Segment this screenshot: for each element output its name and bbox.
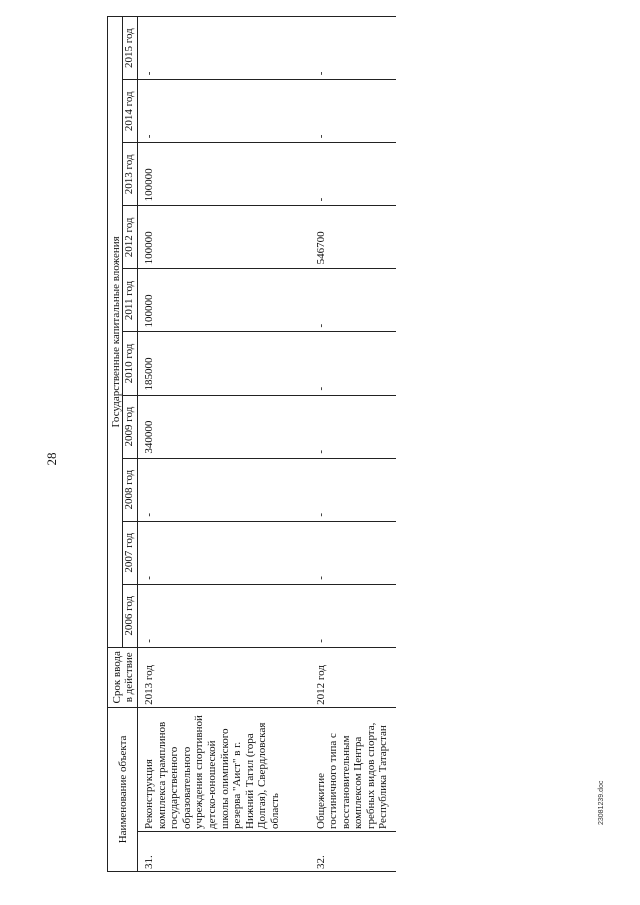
value-cell: - bbox=[310, 80, 397, 143]
value-cell: - bbox=[310, 395, 397, 458]
value-cell: 185000 bbox=[138, 332, 310, 395]
header-object-name: Наименование объекта bbox=[108, 707, 138, 871]
value-cell: - bbox=[310, 458, 397, 521]
header-year: 2013 год bbox=[123, 143, 138, 206]
commission-term: 2012 год bbox=[310, 647, 397, 707]
value-cell: - bbox=[138, 521, 310, 584]
header-year: 2006 год bbox=[123, 584, 138, 647]
object-name: Общежитие гостиничного типа с восстановительным комплексом Центра гребных видов спорта, Республика Татарстан bbox=[310, 707, 397, 831]
value-cell: - bbox=[310, 332, 397, 395]
value-cell: - bbox=[138, 584, 310, 647]
commission-term: 2013 год bbox=[138, 647, 310, 707]
header-year: 2012 год bbox=[123, 206, 138, 269]
capital-investment-table bbox=[107, 16, 396, 872]
rotated-table-container bbox=[107, 16, 393, 872]
value-cell: - bbox=[310, 584, 397, 647]
header-commission-term: Срок ввода в действие bbox=[108, 647, 138, 707]
table-row bbox=[310, 17, 397, 872]
object-name: Реконструкция комплекса трамплинов государственного образовательного учреждения спортивной детско-юношеской школы олимпийского резерва "Аист" в г. Нижний Тагил (гора Долгая), Свердловская область bbox=[138, 707, 310, 831]
value-cell: - bbox=[138, 17, 310, 80]
value-cell: 100000 bbox=[138, 206, 310, 269]
header-year: 2008 год bbox=[123, 458, 138, 521]
header-year: 2010 год bbox=[123, 332, 138, 395]
header-year: 2007 год bbox=[123, 521, 138, 584]
value-cell: 100000 bbox=[138, 143, 310, 206]
value-cell: - bbox=[138, 80, 310, 143]
page-number: 28 bbox=[44, 452, 59, 466]
header-year: 2015 год bbox=[123, 17, 138, 80]
value-cell: - bbox=[310, 17, 397, 80]
value-cell: - bbox=[310, 143, 397, 206]
value-cell: 546700 bbox=[310, 206, 397, 269]
value-cell: - bbox=[310, 521, 397, 584]
value-cell: - bbox=[138, 458, 310, 521]
value-cell: - bbox=[310, 269, 397, 332]
value-cell: 100000 bbox=[138, 269, 310, 332]
value-cell: 340000 bbox=[138, 395, 310, 458]
row-number: 31. bbox=[138, 831, 310, 871]
header-year: 2011 год bbox=[123, 269, 138, 332]
header-year: 2014 год bbox=[123, 80, 138, 143]
row-number: 32. bbox=[310, 831, 397, 871]
table-row bbox=[138, 17, 310, 872]
document-filename: 23081239.doc bbox=[598, 780, 605, 825]
header-capital-investment: Государственные капитальные вложения bbox=[108, 17, 123, 648]
header-year: 2009 год bbox=[123, 395, 138, 458]
